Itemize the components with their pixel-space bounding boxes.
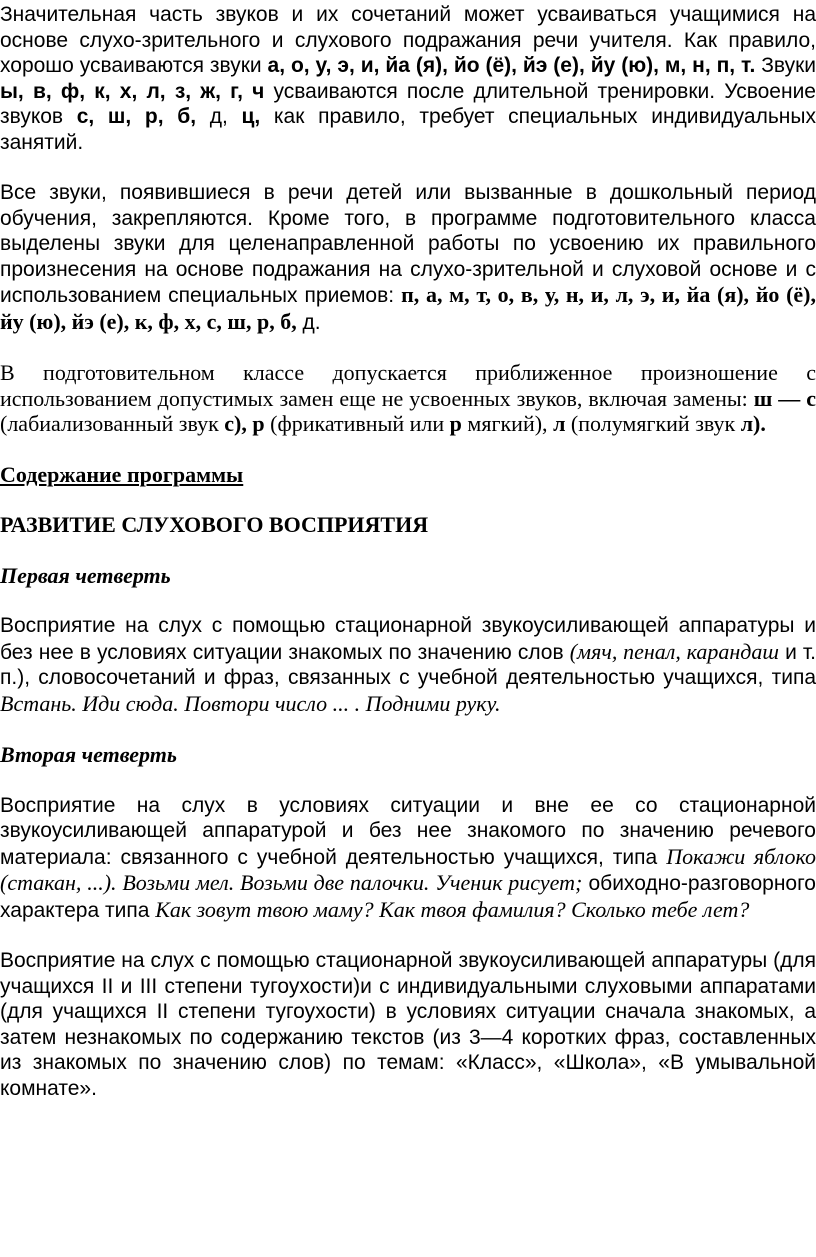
italic-examples: Покажи яблоко (стакан, ...). Возьми мел. Возьми две палочки. Ученик рисует;	[0, 843, 816, 895]
bold-sounds-list: с), р	[224, 411, 265, 436]
bold-sounds-list: л	[553, 411, 566, 436]
main-heading: РАЗВИТИЕ СЛУХОВОГО ВОСПРИЯТИЯ	[0, 512, 429, 537]
text-run: как правило, требует специальных индивидуальных занятий.	[0, 105, 816, 154]
bold-sounds-list: с, ш, р, б,	[76, 105, 197, 128]
spacer	[0, 923, 816, 948]
paragraph-approximate-pronunciation	[0, 360, 816, 437]
text-run: Восприятие на слух в условиях ситуации и вне ее со стационарной звукоусиливающей аппаратурой и без нее знакомого по значению речевого материала: связанного с учебной деятельностью учащихся, типа	[0, 793, 816, 869]
text-run: д,	[196, 105, 242, 128]
text-run: Звуки	[755, 54, 816, 77]
bold-sounds-list: ы, в, ф, к, х, л, з, ж, г, ч	[0, 79, 265, 103]
text-run: и т. п.), словосочетаний и фраз, связанных с учебной деятельностью учащихся, типа	[0, 640, 816, 689]
bold-sounds-list: ц,	[241, 105, 261, 128]
text-run: (лабиализованный звук	[0, 411, 225, 436]
spacer	[0, 538, 816, 563]
text-run: усваиваются после длительной тренировки. Усвоение звуков	[0, 79, 816, 128]
quarter-heading-first: Первая четверть	[0, 562, 171, 588]
paragraph-sounds-acquisition	[0, 2, 816, 155]
quarter-heading-second: Вторая четверть	[0, 742, 177, 767]
text-run: Восприятие на слух с помощью стационарной звукоусиливающей аппаратуры (для учащихся II и III степени тугоухости)и с индивидуальными слуховыми аппаратами (для учащихся II степени тугоухости) в условиях ситуации сначала знакомых, а затем незнакомых по содержанию текстов (из 3—4 коротких фраз, составленных из знакомых по значению слов) по темам: «Класс», «Школа», «В умывальной комнате».	[0, 949, 816, 1100]
spacer	[0, 768, 816, 793]
italic-examples: Встань. Иди сюда. Повтори число ... . Подними руку.	[0, 690, 501, 716]
spacer	[0, 717, 816, 742]
spacer	[0, 487, 816, 512]
spacer	[0, 588, 816, 613]
text-run: Восприятие на слух с помощью стационарной звукоусиливающей аппаратуры и без нее в условиях ситуации знакомых по значению слов	[0, 614, 816, 664]
spacer	[0, 335, 816, 360]
text-run: д.	[296, 310, 321, 334]
text-run: обиходно-разговорного характера типа	[0, 872, 816, 922]
section-title: Содержание программы	[0, 461, 244, 487]
text-run: Все звуки, появившиеся в речи детей или вызванные в дошкольный период обучения, закрепляются. Кроме того, в программе подготовительного класса выделены звуки для целенаправленной работы по усвоению их правильного произнесения на основе подражания на слухо-зрительной и слуховой основе и с использованием специальных приемов:	[0, 181, 816, 307]
text-run: В подготовительном классе допускается приближенное произношение с использованием допустимых замен еще не усвоенных звуков, включая замены:	[0, 360, 816, 411]
spacer	[0, 155, 816, 180]
bold-sounds-list: ш — с	[753, 385, 816, 411]
italic-examples: Как зовут твою маму? Как твоя фамилия? Сколько тебе лет?	[155, 896, 750, 922]
text-run: (полумягкий звук	[565, 411, 741, 436]
bold-sounds-list: р	[449, 411, 462, 436]
paragraph-second-quarter	[0, 793, 816, 924]
text-run: Значительная часть звуков и их сочетаний может усваиваться учащимися на основе слухо-зрительного и слухового подражания речи учителя. Как правило, хорошо усваиваются звуки	[0, 3, 816, 77]
paragraph-first-quarter	[0, 613, 816, 717]
text-run: (фрикативный или	[264, 411, 450, 436]
paragraph-hearing-aids	[0, 948, 816, 1101]
italic-examples: (мяч, пенал, карандаш	[569, 638, 779, 664]
paragraph-sounds-consolidation	[0, 180, 816, 335]
spacer	[0, 437, 816, 462]
text-run: мягкий),	[461, 411, 554, 436]
bold-sounds-list: л).	[740, 411, 766, 436]
bold-sounds-list: а, о, у, э, и, йа (я), йо (ё), йэ (е), йу (ю), м, н, п, т.	[267, 54, 756, 77]
bold-sounds-list: п, а, м, т, о, в, у, н, и, л, э, и, йа (я), йо (ё), йу (ю), йэ (е), к, ф, х, с, ш, р, б,	[0, 282, 816, 334]
